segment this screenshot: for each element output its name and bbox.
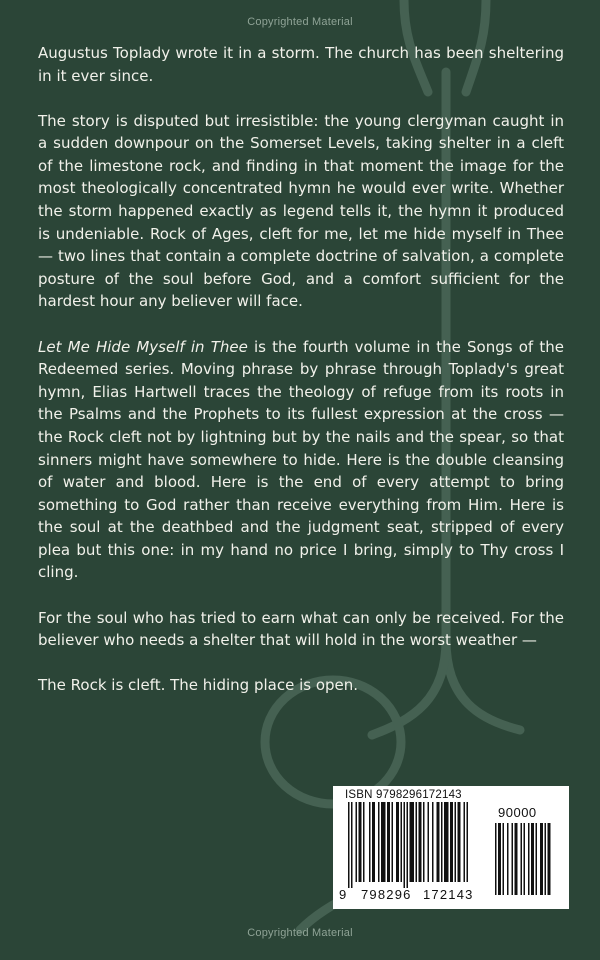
barcode-bar bbox=[503, 823, 505, 895]
barcode-bar bbox=[363, 802, 365, 882]
barcode-bar bbox=[441, 802, 443, 882]
isbn-label: ISBN 9798296172143 bbox=[345, 789, 462, 801]
barcode-bar bbox=[540, 823, 543, 895]
barcode-bar bbox=[528, 823, 530, 895]
blurb-paragraph-3-text: is the fourth volume in the Songs of the Redeemed series. Moving phrase by phrase through Toplady's great hymn, Elias Hartwell traces the theology of refuge from its roots in the Psalms and the Prophets to its fullest expression at the cross — the Rock cleft not by lightning but by the nails and the spear, so that sinners might have somewhere to hide. Here is the double cleansing of water and blood. Here is the end of every attempt to bring something to God rather than receive everything from Him. Here is the soul at the deathbed and the judgment seat, stripped of every plea but this one: in my hand no price I bring, simply to Thy cross I cling. bbox=[38, 337, 564, 582]
ean-barcode-bars bbox=[348, 802, 488, 898]
barcode-bar bbox=[351, 802, 353, 888]
barcode-bar bbox=[387, 802, 390, 882]
barcode-bar bbox=[545, 823, 547, 895]
barcode-digits-right: 172143 bbox=[423, 887, 474, 902]
barcode-bar bbox=[348, 802, 350, 888]
price-code: 90000 bbox=[498, 805, 537, 820]
barcode-bar bbox=[356, 802, 358, 882]
barcode-bar bbox=[428, 802, 430, 882]
barcode-digits-left: 798296 bbox=[361, 887, 412, 902]
barcode-bar bbox=[548, 823, 551, 895]
barcode-bar bbox=[372, 802, 375, 882]
barcode-bar bbox=[455, 802, 457, 882]
isbn-barcode bbox=[333, 786, 569, 909]
barcode-bar bbox=[458, 802, 461, 882]
back-cover-blurb bbox=[38, 42, 564, 719]
barcode-bar bbox=[396, 802, 399, 882]
watermark-top: Copyrighted Material bbox=[247, 16, 353, 28]
barcode-digit-first: 9 bbox=[339, 887, 348, 902]
barcode-bar bbox=[521, 823, 523, 895]
watermark-bottom: Copyrighted Material bbox=[247, 927, 353, 939]
barcode-bar bbox=[410, 802, 415, 882]
barcode-bar bbox=[464, 802, 466, 882]
barcode-bar bbox=[467, 802, 469, 882]
barcode-bar bbox=[515, 823, 518, 895]
barcode-bar bbox=[432, 802, 434, 882]
barcode-bar bbox=[524, 823, 526, 895]
barcode-bar bbox=[437, 802, 440, 882]
barcode-bar bbox=[531, 823, 534, 895]
barcode-bar bbox=[392, 802, 394, 882]
barcode-bar bbox=[495, 823, 497, 895]
price-barcode-bars bbox=[495, 823, 555, 895]
barcode-bar bbox=[401, 802, 403, 882]
barcode-bar bbox=[512, 823, 514, 895]
barcode-bar bbox=[416, 802, 418, 882]
barcode-bar bbox=[507, 823, 509, 895]
barcode-bar bbox=[407, 802, 409, 888]
barcode-bar bbox=[359, 802, 362, 882]
barcode-bar bbox=[444, 802, 449, 882]
blurb-paragraph-5: The Rock is cleft. The hiding place is open. bbox=[38, 676, 359, 695]
barcode-bar bbox=[369, 802, 371, 882]
barcode-bar bbox=[419, 802, 422, 882]
barcode-bar bbox=[378, 802, 380, 882]
blurb-paragraph-1: Augustus Toplady wrote it in a storm. The church has been sheltering in it ever since. bbox=[38, 44, 564, 85]
barcode-bar bbox=[404, 802, 406, 888]
barcode-bar bbox=[536, 823, 538, 895]
barcode-bar bbox=[423, 802, 425, 882]
blurb-paragraph-3 bbox=[38, 336, 564, 585]
blurb-paragraph-4: For the soul who has tried to earn what can only be received. For the believer who needs a shelter that will hold in the worst weather — bbox=[38, 608, 564, 650]
barcode-bar bbox=[381, 802, 386, 882]
blurb-paragraph-2: The story is disputed but irresistible: the young clergyman caught in a sudden downpour on the Somerset Levels, taking shelter in a cleft of the limestone rock, and finding in that moment the image for the most theologically concentrated hymn he would ever write. Whether the storm happened exactly as legend tells it, the hymn it produced is undeniable. Rock of Ages, cleft for me, let me hide myself in Thee — two lines that contain a complete doctrine of salvation, a complete posture of the soul before God, and a comfort sufficient for the hardest hour any believer will face. bbox=[38, 111, 564, 311]
book-title-italic: Let Me Hide Myself in Thee bbox=[38, 337, 248, 356]
barcode-bar bbox=[450, 802, 453, 882]
barcode-bar bbox=[498, 823, 501, 895]
